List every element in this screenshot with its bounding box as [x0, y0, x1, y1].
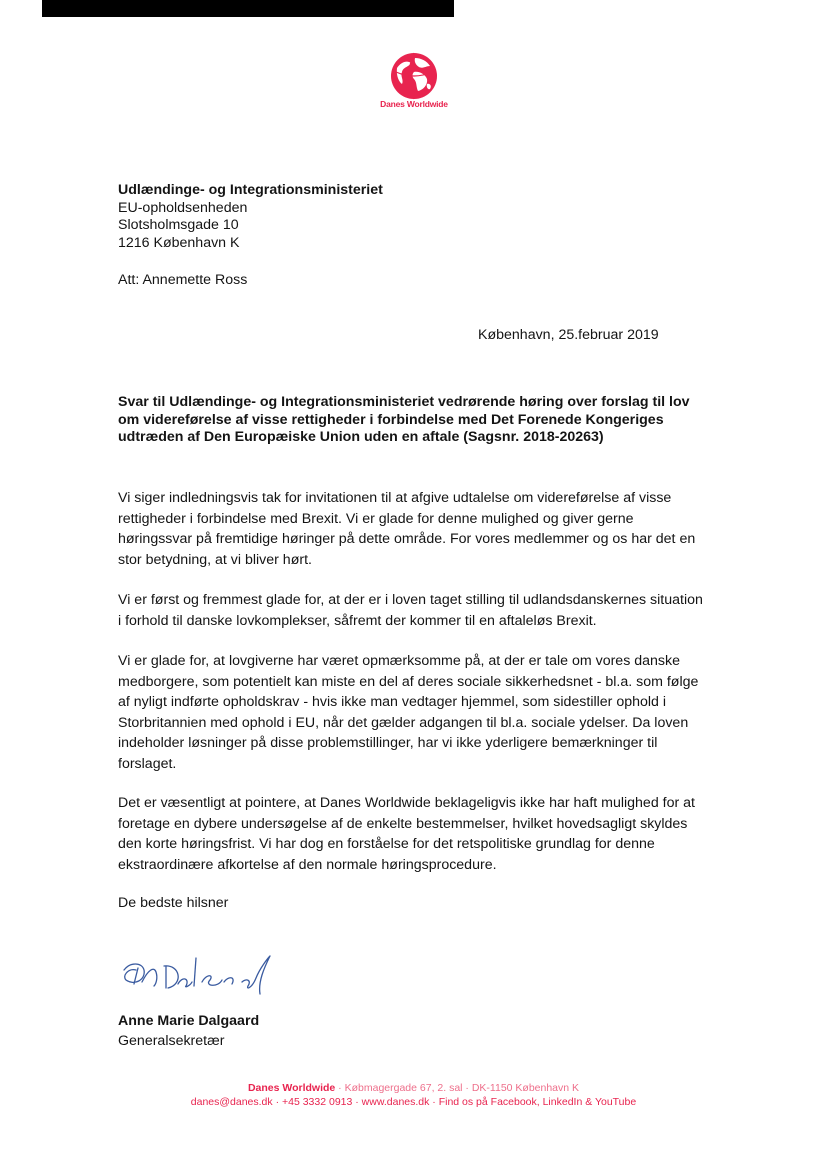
signer-name: Anne Marie Dalgaard	[118, 1013, 260, 1029]
body-paragraph-2: Vi er først og fremmest glade for, at der er i loven taget stilling til udlandsdanskernes situation i forhold til danske lovkomplekser, såfremt der kommer til en aftaleløs Brexit.	[118, 592, 703, 629]
closing-greeting: De bedste hilsner	[118, 895, 229, 911]
handwritten-signature	[118, 952, 298, 1004]
letter-date: København, 25.februar 2019	[478, 327, 659, 343]
footer-address-line	[0, 1082, 827, 1094]
logo-wordmark: Danes Worldwide	[380, 99, 448, 109]
redaction-bar	[42, 0, 454, 17]
globe-logo-icon	[387, 50, 441, 106]
footer-contact-line: danes@danes.dk · +45 3332 0913 · www.danes.dk · Find os på Facebook, LinkedIn & YouTube	[190, 1096, 637, 1108]
recipient-dept: EU-opholdsenheden	[118, 199, 248, 216]
recipient-org: Udlændinge- og Integrationsministeriet	[118, 182, 383, 198]
recipient-city: 1216 København K	[118, 234, 240, 251]
recipient-street: Slotsholmsgade 10	[118, 217, 239, 233]
body-paragraph-4: Det er væsentligt at pointere, at Danes Worldwide beklageligvis ikke har haft mulighed for at foretage en dybere undersøgelse af de enkelte bestemmelser, hvilket hovedsagligt skyldes den korte høringsfrist. Vi har dog en forståelse for det retspolitiske grundlag for denne ekstraordinære afkortelse af den normale høringsprocedure.	[118, 795, 695, 873]
letter-subject: Svar til Udlændinge- og Integrationsministeriet vedrørende høring over forslag til lov om videreførelse af visse rettigheder i forbindelse med Det Forenede Kongeriges udtræden af Den Europæiske Union uden en aftale (Sagsnr. 2018-20263)	[118, 394, 690, 445]
body-paragraph-3: Vi er glade for, at lovgiverne har været opmærksomme på, at der er tale om vores danske medborgere, som potentielt kan miste en del af deres sociale sikkerhedsnet - bl.a. som følge af nyligt indførte opholdskrav - hvis ikke man vedtager hjemmel, som sidestiller ophold i Storbritannien med ophold i EU, når det gælder adgangen til bl.a. sociale ydelser. Da loven indeholder løsninger på disse problemstillinger, har vi ikke yderligere bemærkninger til forslaget.	[118, 653, 699, 772]
recipient-attention: Att: Annemette Ross	[118, 272, 248, 288]
signer-title: Generalsekretær	[118, 1033, 225, 1049]
recipient-block	[118, 182, 383, 252]
footer-address: · Købmagergade 67, 2. sal · DK-1150 København K	[335, 1082, 580, 1094]
body-paragraph-1: Vi siger indledningsvis tak for invitationen til at afgive udtalelse om videreførelse af visse rettigheder i forbindelse med Brexit. Vi er glade for denne mulighed og giver gerne høringssvar på fremtidige høringer på dette område. For vores medlemmer og os har det en stor betydning, at vi bliver hørt.	[118, 490, 696, 568]
footer-brand: Danes Worldwide	[247, 1082, 336, 1094]
